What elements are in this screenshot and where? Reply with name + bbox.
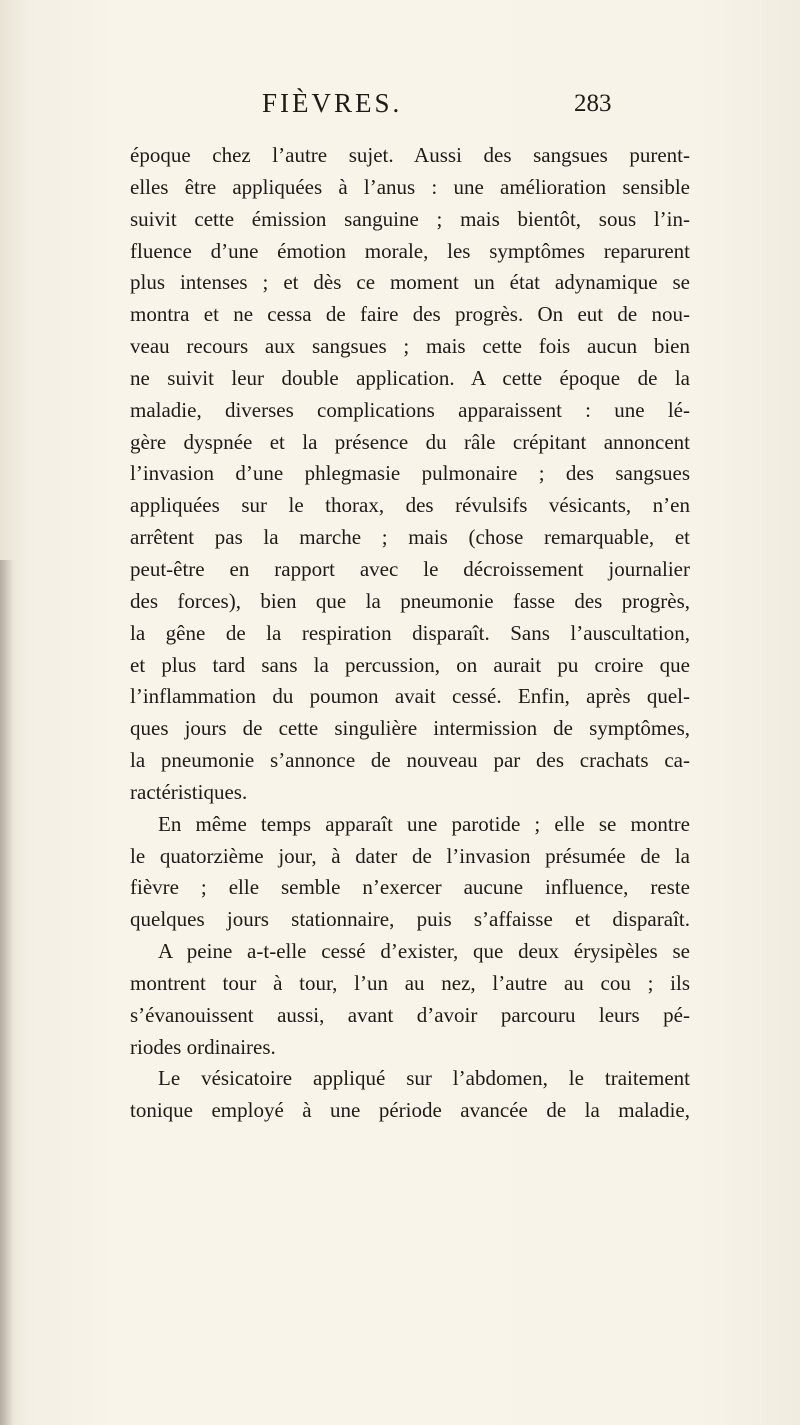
text-line: la gêne de la respiration disparaît. Sans l’auscultation, <box>130 620 690 645</box>
text-line: Le vésicatoire appliqué sur l’abdomen, le traitement <box>158 1066 690 1091</box>
text-line: et plus tard sans la percussion, on aurait pu croire que <box>130 652 690 677</box>
text-line: fluence d’une émotion morale, les symptômes reparurent <box>130 238 690 263</box>
text-line: ques jours de cette singulière intermission de symptômes, <box>130 716 690 741</box>
text-line: suivit cette émission sanguine ; mais bientôt, sous l’in- <box>130 206 690 231</box>
text-line: arrêtent pas la marche ; mais (chose remarquable, et <box>130 525 690 550</box>
text-line: plus intenses ; et dès ce moment un état adynamique se <box>130 270 690 295</box>
text-line: ractéristiques. <box>130 779 248 804</box>
page-header <box>0 88 800 128</box>
text-line: s’évanouissent aussi, avant d’avoir parcouru leurs pé- <box>130 1002 690 1027</box>
text-line: l’inflammation du poumon avait cessé. Enfin, après quel- <box>130 684 690 709</box>
text-line: montra et ne cessa de faire des progrès. On eut de nou- <box>130 302 690 327</box>
binding-shadow <box>0 560 14 1425</box>
page-number: 283 <box>574 90 612 117</box>
text-line: l’invasion d’une phlegmasie pulmonaire ; des sangsues <box>130 461 690 486</box>
text-line: fièvre ; elle semble n’exercer aucune influence, reste <box>130 875 690 900</box>
text-line: appliquées sur le thorax, des révulsifs vésicants, n’en <box>130 493 690 518</box>
text-line: veau recours aux sangsues ; mais cette fois aucun bien <box>130 334 690 359</box>
text-line: gère dyspnée et la présence du râle crépitant annoncent <box>130 429 690 454</box>
text-line: En même temps apparaît une parotide ; elle se montre <box>158 811 690 836</box>
running-title: FIÈVRES. <box>262 88 403 118</box>
text-line: montrent tour à tour, l’un au nez, l’autre au cou ; ils <box>130 970 690 995</box>
text-line: époque chez l’autre sujet. Aussi des sangsues purent- <box>130 143 690 167</box>
text-line: quelques jours stationnaire, puis s’affaisse et disparaît. <box>130 907 690 932</box>
text-line: A peine a-t-elle cessé d’exister, que deux érysipèles se <box>158 939 690 964</box>
text-line: peut-être en rapport avec le décroissement journalier <box>130 556 690 581</box>
body-text <box>130 140 690 1127</box>
text-line: la pneumonie s’annonce de nouveau par des crachats ca- <box>130 748 690 773</box>
text-line: ne suivit leur double application. A cette époque de la <box>130 365 690 390</box>
text-line: le quatorzième jour, à dater de l’invasion présumée de la <box>130 843 690 868</box>
text-line: tonique employé à une période avancée de la maladie, <box>130 1098 690 1123</box>
text-line: maladie, diverses complications apparaissent : une lé- <box>130 397 690 422</box>
text-line: elles être appliquées à l’anus : une amélioration sensible <box>130 174 690 199</box>
text-line: riodes ordinaires. <box>130 1034 276 1059</box>
text-line: des forces), bien que la pneumonie fasse des progrès, <box>130 588 690 613</box>
